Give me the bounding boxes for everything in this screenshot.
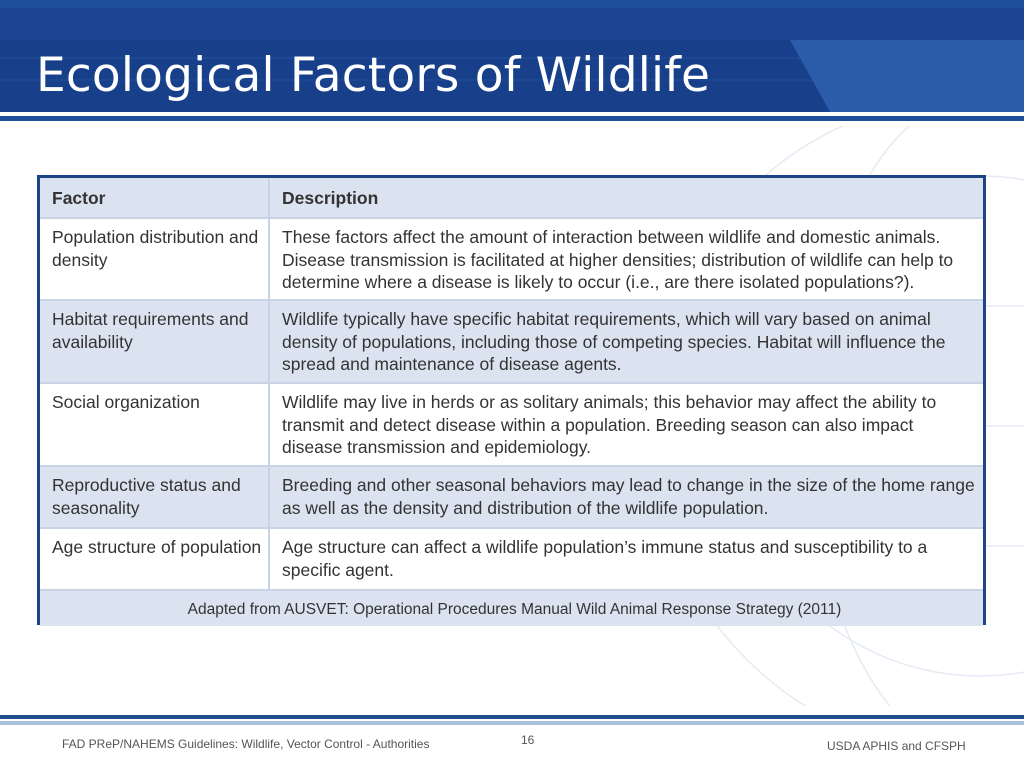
header-band [0, 0, 1024, 126]
description-cell: Breeding and other seasonal behaviors may lead to change in the size of the home range as well as the density and distribution of the wildlife population. [269, 466, 983, 528]
table-source-note: Adapted from AUSVET: Operational Procedures Manual Wild Animal Response Strategy (2011) [40, 590, 983, 626]
column-header-factor: Factor [40, 178, 269, 218]
footer-rule-dark [0, 715, 1024, 719]
table-row [40, 528, 983, 590]
footer-organization: USDA APHIS and CFSPH [827, 739, 966, 753]
factor-cell: Population distribution and density [40, 218, 269, 300]
column-header-description: Description [269, 178, 983, 218]
description-cell: Age structure can affect a wildlife population’s immune status and susceptibility to a specific agent. [269, 528, 983, 590]
table-row [40, 466, 983, 528]
factor-cell: Reproductive status and seasonality [40, 466, 269, 528]
footer-rule-light [0, 721, 1024, 725]
table-source-row [40, 590, 983, 626]
description-cell: Wildlife may live in herds or as solitary animals; this behavior may affect the ability to transmit and detect disease within a population. Breeding season can also impact disease transmission and epidemiology. [269, 383, 983, 466]
footer-course-title: FAD PReP/NAHEMS Guidelines: Wildlife, Vector Control - Authorities [62, 737, 430, 751]
description-cell: These factors affect the amount of interaction between wildlife and domestic animals. Disease transmission is facilitated at higher densities; distribution of wildlife can help to determine where a disease is likely to occur (i.e., are there isolated populations?). [269, 218, 983, 300]
factor-table-frame [37, 175, 986, 625]
factor-cell: Habitat requirements and availability [40, 300, 269, 383]
slide-title: Ecological Factors of Wildlife [36, 48, 711, 103]
factor-cell: Age structure of population [40, 528, 269, 590]
table-row [40, 300, 983, 383]
table-header-row [40, 178, 983, 218]
description-cell: Wildlife typically have specific habitat requirements, which will vary based on animal density of populations, including those of competing species. Habitat will influence the spread and maintenance of disease agents. [269, 300, 983, 383]
factor-table [40, 178, 983, 626]
factor-cell: Social organization [40, 383, 269, 466]
table-row [40, 218, 983, 300]
footer-page-number: 16 [521, 733, 535, 747]
table-row [40, 383, 983, 466]
